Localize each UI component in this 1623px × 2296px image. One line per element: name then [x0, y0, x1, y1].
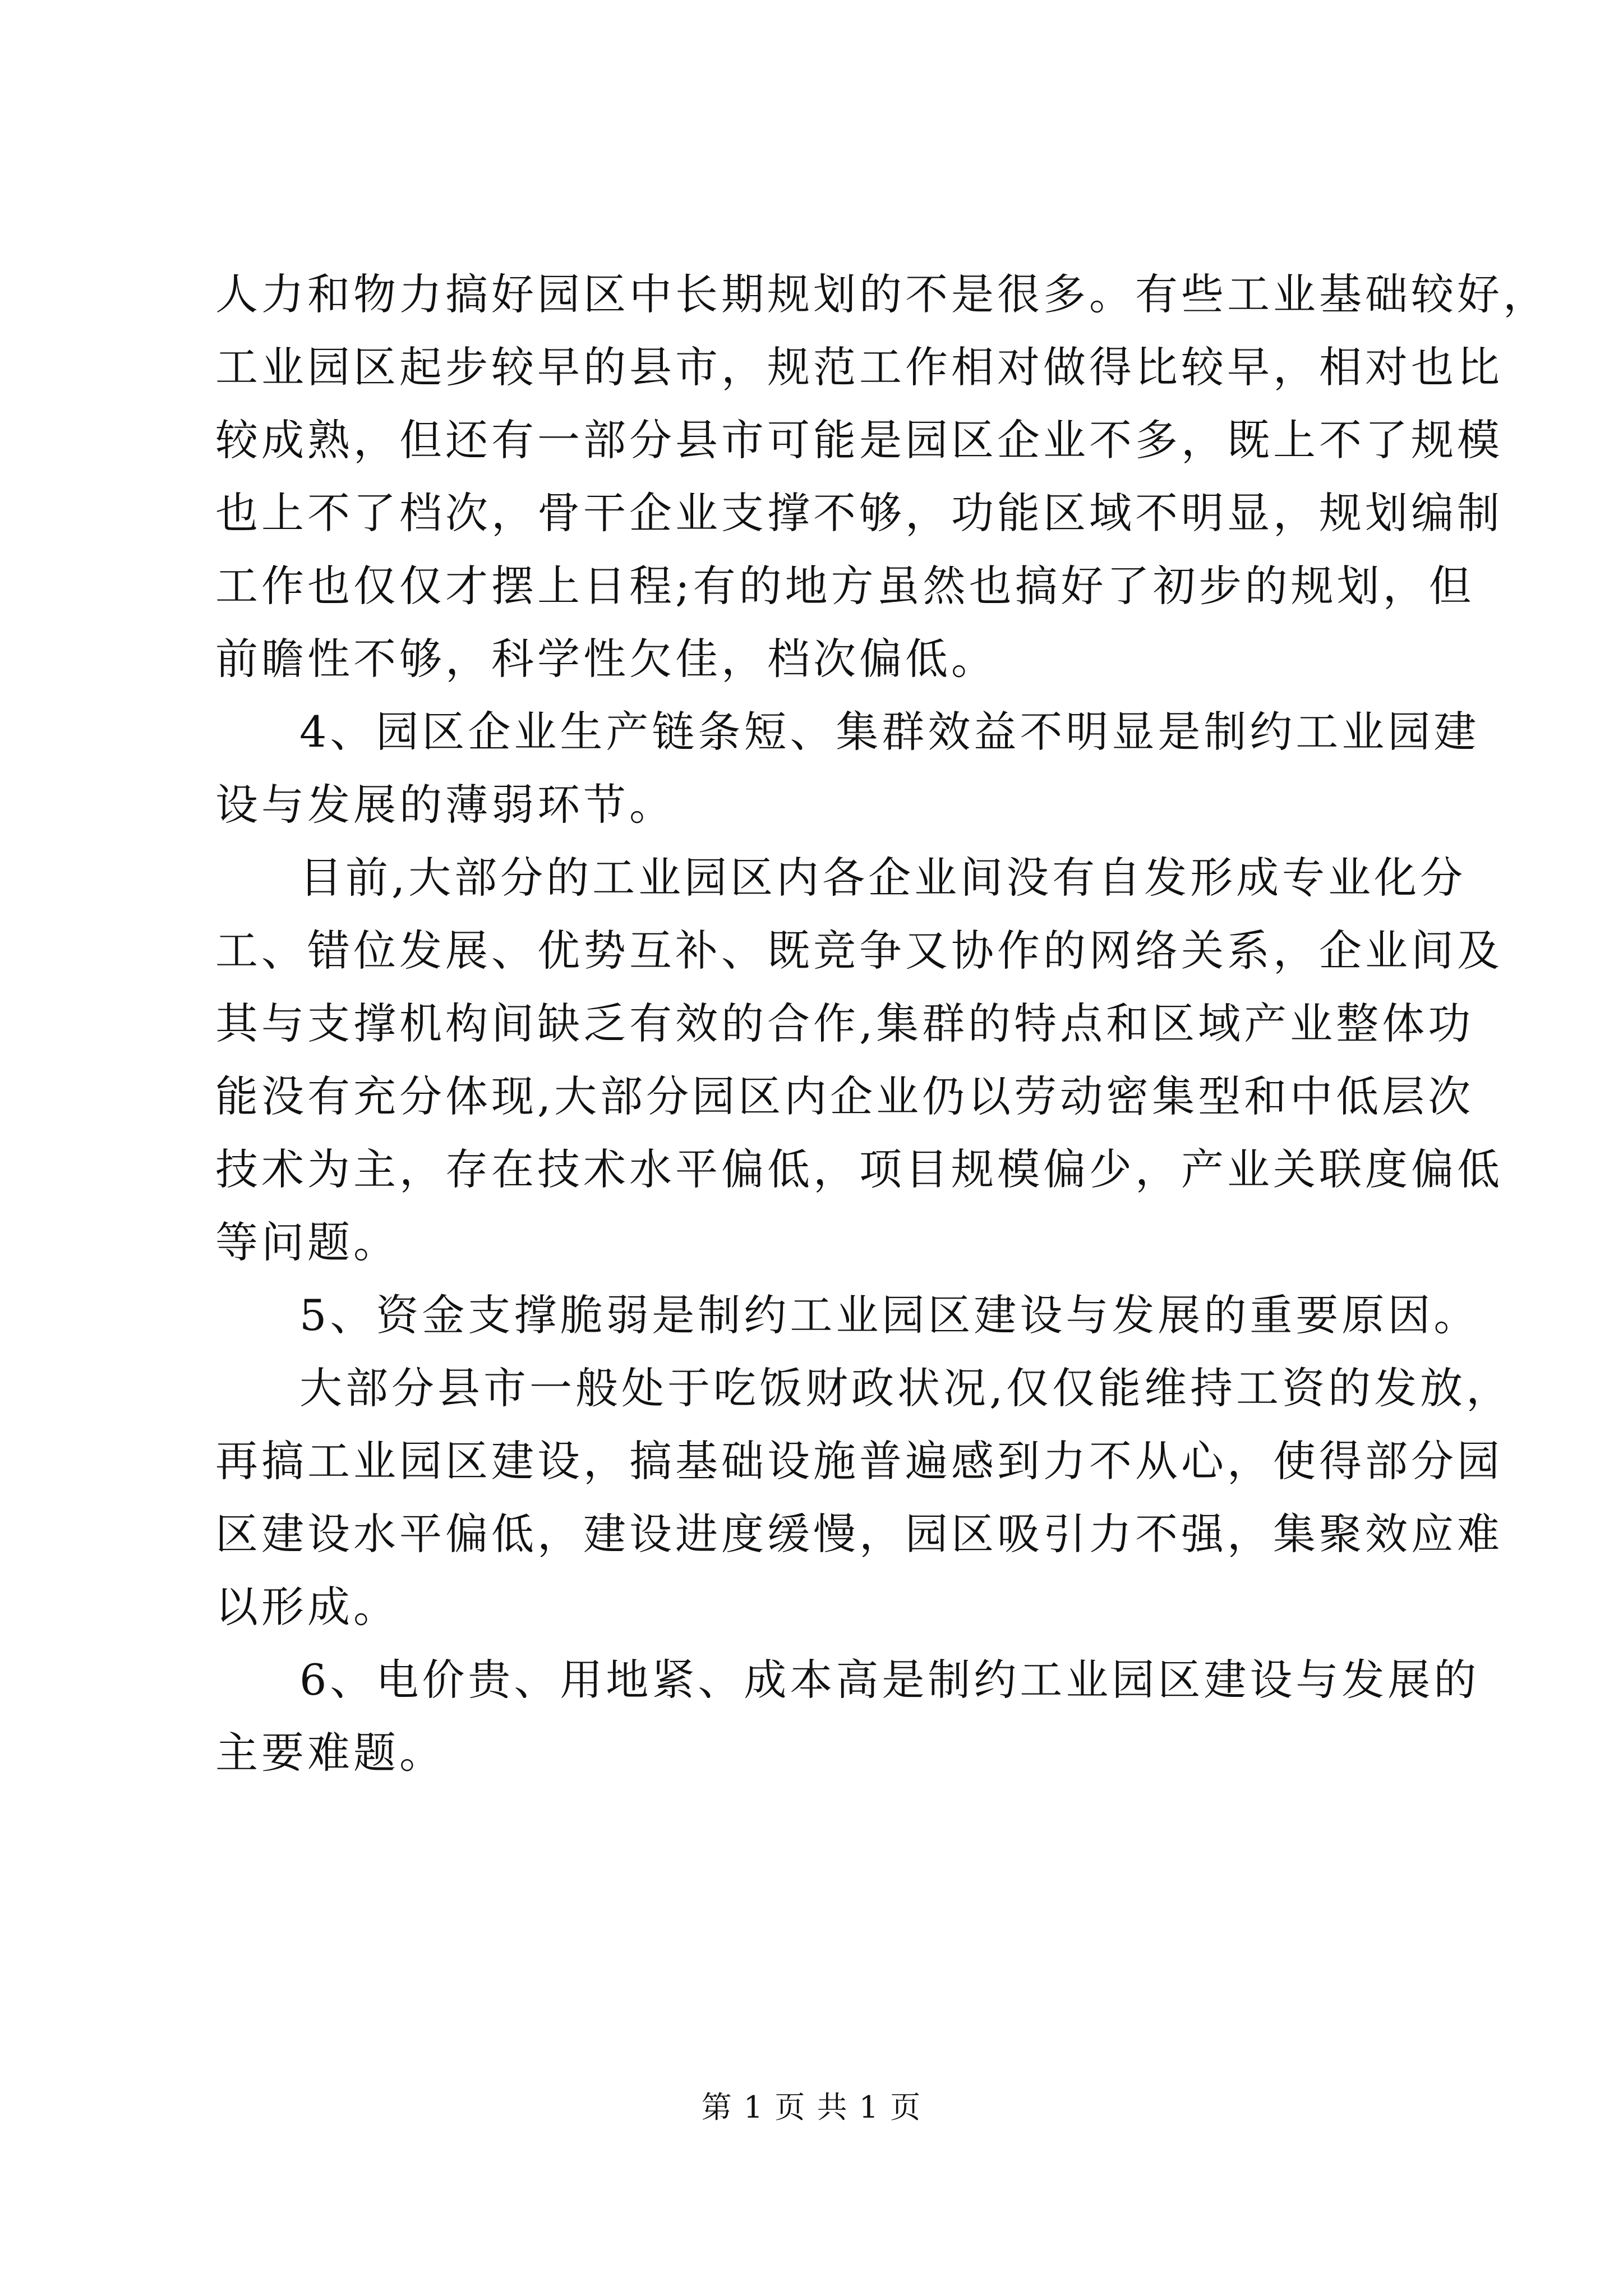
text-line: 工、错位发展、优势互补、既竞争又协作的网络关系，企业间及: [215, 926, 1503, 976]
paragraph-start: 目前,大部分的工业园区内各企业间没有自发形成专业化分: [299, 853, 1467, 903]
section-heading-5: 5、资金支撑脆弱是制约工业园区建设与发展的重要原因。: [299, 1290, 1480, 1340]
text-line: 前瞻性不够，科学性欠佳，档次偏低。: [215, 634, 997, 684]
text-line: 能没有充分体现,大部分园区内企业仍以劳动密集型和中低层次: [215, 1071, 1474, 1121]
text-line: 主要难题。: [215, 1728, 445, 1778]
text-line: 工业园区起步较早的县市，规范工作相对做得比较早，相对也比: [215, 342, 1503, 392]
text-line: 技术为主，存在技术水平偏低，项目规模偏少，产业关联度偏低: [215, 1144, 1503, 1194]
section-heading-6: 6、电价贵、用地紧、成本高是制约工业园区建设与发展的: [299, 1655, 1480, 1705]
text-line: 再搞工业园区建设，搞基础设施普遍感到力不从心，使得部分园: [215, 1436, 1503, 1486]
text-line: 人力和物力搞好园区中长期规划的不是很多。有些工业基础较好，: [215, 269, 1549, 319]
text-line: 其与支撑机构间缺乏有效的合作,集群的特点和区域产业整体功: [215, 999, 1474, 1048]
text-line: 较成熟，但还有一部分县市可能是园区企业不多，既上不了规模: [215, 415, 1503, 465]
page-number-footer: 第 1 页 共 1 页: [701, 2090, 922, 2125]
text-line: 等问题。: [215, 1217, 399, 1267]
section-heading-4: 4、园区企业生产链条短、集群效益不明显是制约工业园建: [299, 707, 1480, 757]
text-line: 以形成。: [215, 1582, 399, 1632]
paragraph-start: 大部分县市一般处于吃饭财政状况,仅仅能维持工资的发放，: [299, 1363, 1513, 1413]
text-line: 设与发展的薄弱环节。: [215, 780, 675, 830]
text-line: 也上不了档次，骨干企业支撑不够，功能区域不明显，规划编制: [215, 488, 1503, 538]
text-line: 区建设水平偏低，建设进度缓慢，园区吸引力不强，集聚效应难: [215, 1509, 1503, 1559]
text-line: 工作也仅仅才摆上日程;有的地方虽然也搞好了初步的规划，但: [215, 561, 1475, 611]
